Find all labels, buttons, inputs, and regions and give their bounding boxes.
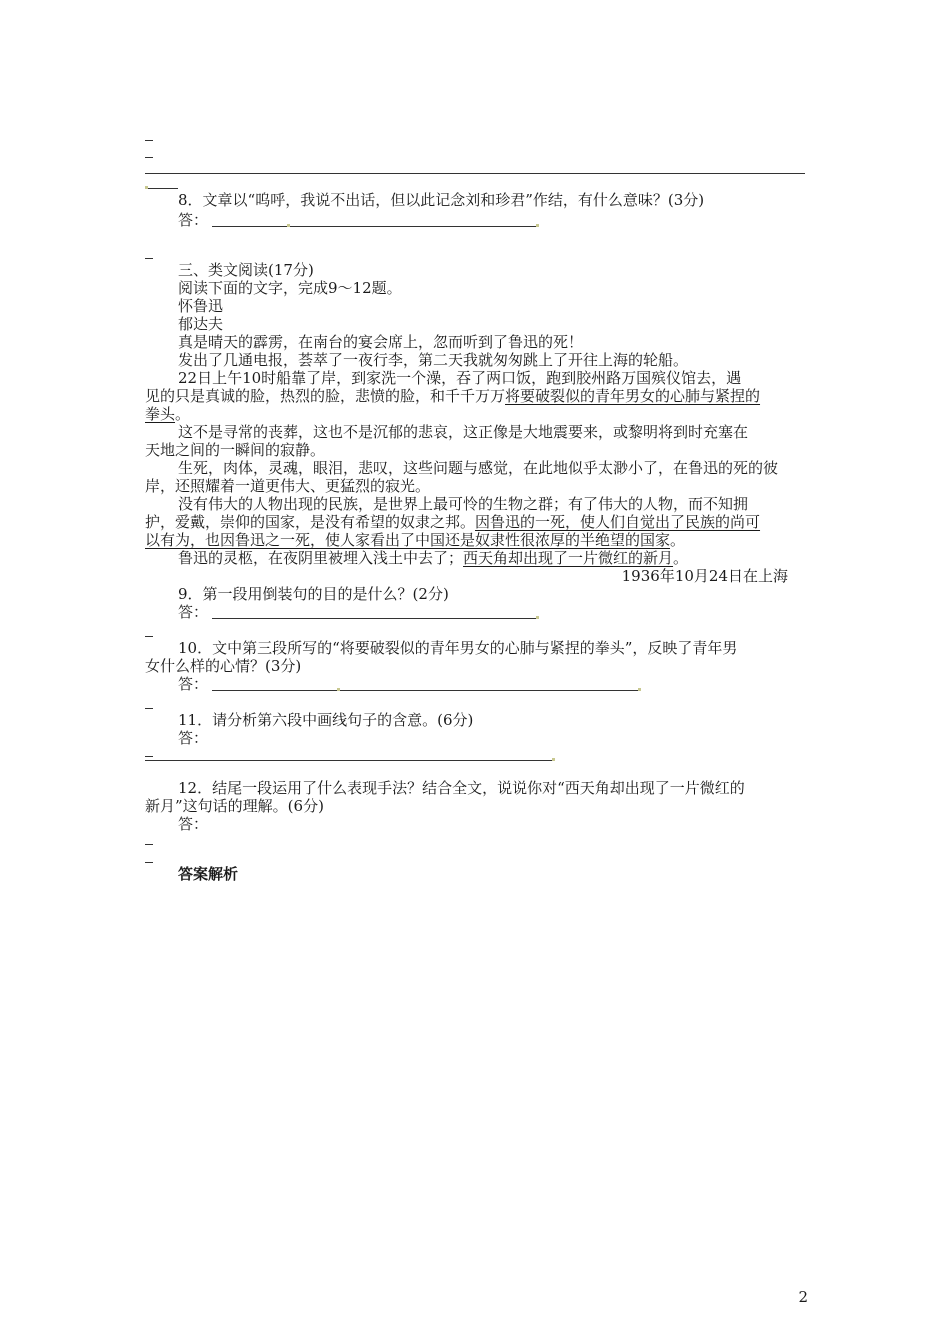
underlined-phrase: 西天角却出现了一片微红的新月 — [463, 549, 674, 567]
marker-dot — [536, 224, 539, 227]
paragraph-4-line-2: 天地之间的一瞬间的寂静。 — [145, 441, 326, 459]
answer-label: 答： — [178, 729, 209, 747]
answer-line — [145, 173, 805, 174]
article-title: 怀鲁迅 — [178, 297, 224, 315]
blank-mark — [145, 844, 153, 845]
underlined-phrase: 将要破裂似的青年男女的心肺与紧捏的 — [505, 387, 761, 405]
plain-text: 见的只是真诚的脸，热烈的脸，悲愤的脸，和千千万万 — [145, 387, 506, 405]
question-10-line-2: 女什么样的心情？(3分) — [145, 657, 302, 675]
passage-date: 1936年10月24日在上海 — [621, 567, 788, 585]
plain-text: 。 — [670, 531, 686, 549]
answer-line[interactable] — [145, 760, 553, 761]
instruction: 阅读下面的文字，完成9～12题。 — [178, 279, 402, 297]
marker-dot — [638, 688, 641, 691]
blank-mark — [145, 140, 153, 141]
paragraph-6-line-3 — [145, 530, 685, 550]
marker-dot — [536, 616, 539, 619]
paragraph-1: 真是晴天的霹雳，在南台的宴会席上，忽而听到了鲁迅的死！ — [178, 333, 584, 351]
question-12-line-2: 新月”这句话的理解。(6分) — [145, 797, 324, 815]
question-12-line-1: 12．结尾一段运用了什么表现手法？结合全文，说说你对“西天角却出现了一片微红的 — [178, 779, 745, 797]
answer-line[interactable] — [212, 226, 538, 227]
marker-dot — [552, 758, 555, 761]
answer-label: 答： — [178, 675, 209, 693]
answer-label: 答： — [178, 603, 209, 621]
paragraph-6-line-2 — [145, 512, 760, 532]
blank-mark — [145, 862, 153, 863]
blank-mark — [145, 157, 153, 158]
underlined-phrase: 拳头 — [145, 405, 176, 423]
answer-label: 答： — [178, 211, 209, 229]
paragraph-6-line-1: 没有伟大的人物出现的民族，是世界上最可怜的生物之群；有了伟大的人物，而不知拥 — [178, 495, 749, 513]
question-9: 9．第一段用倒装句的目的是什么？(2分) — [178, 585, 449, 603]
paragraph-5-line-1: 生死，肉体，灵魂，眼泪，悲叹，这些问题与感觉，在此地似乎太渺小了，在鲁迅的死的彼 — [178, 459, 779, 477]
plain-text: 护，爱戴，崇仰的国家，是没有希望的奴隶之邦。 — [145, 513, 476, 531]
paragraph-7 — [178, 548, 688, 568]
blank-mark — [145, 636, 153, 637]
question-10-line-1: 10．文中第三段所写的“将要破裂似的青年男女的心肺与紧捏的拳头”，反映了青年男 — [178, 639, 738, 657]
section-heading: 三、类文阅读(17分) — [178, 261, 314, 279]
blank-mark — [145, 258, 153, 259]
marker-dot — [287, 224, 290, 227]
plain-text: 。 — [175, 405, 191, 423]
marker-dot — [145, 186, 148, 189]
paragraph-4-line-1: 这不是寻常的丧葬，这也不是沉郁的悲哀，这正像是大地震要来，或黎明将到时充塞在 — [178, 423, 749, 441]
plain-text: 鲁迅的灵柩，在夜阴里被埋入浅土中去了； — [178, 549, 464, 567]
paragraph-2: 发出了几通电报，荟萃了一夜行李，第二天我就匆匆跳上了开往上海的轮船。 — [178, 351, 689, 369]
underlined-phrase: 因鲁迅的一死，使人们自觉出了民族的尚可 — [475, 513, 761, 531]
answer-line[interactable] — [212, 690, 640, 691]
paragraph-3-line-2 — [145, 386, 760, 406]
blank-mark — [145, 708, 153, 709]
plain-text: 。 — [673, 549, 689, 567]
question-11: 11．请分析第六段中画线句子的含意。(6分) — [178, 711, 474, 729]
paragraph-5-line-2: 岸，还照耀着一道更伟大、更猛烈的寂光。 — [145, 477, 431, 495]
answer-heading: 答案解析 — [178, 865, 239, 883]
question-8: 8．文章以“呜呼，我说不出话，但以此记念刘和珍君”作结，有什么意味？(3分) — [178, 191, 705, 209]
paragraph-3-line-3 — [145, 404, 190, 424]
page-number: 2 — [798, 1288, 808, 1306]
answer-label: 答： — [178, 815, 209, 833]
article-author: 郁达夫 — [178, 315, 224, 333]
blank-mark — [145, 756, 153, 757]
marker-dot — [337, 688, 340, 691]
answer-line[interactable] — [212, 618, 538, 619]
answer-line — [145, 188, 178, 189]
paragraph-3-line-1: 22日上午10时船靠了岸，到家洗一个澡，吞了两口饭，跑到胶州路万国殡仪馆去，遇 — [178, 369, 742, 387]
underlined-phrase: 以有为，也因鲁迅之一死，使人家看出了中国还是奴隶性很浓厚的半绝望的国家 — [145, 531, 671, 549]
